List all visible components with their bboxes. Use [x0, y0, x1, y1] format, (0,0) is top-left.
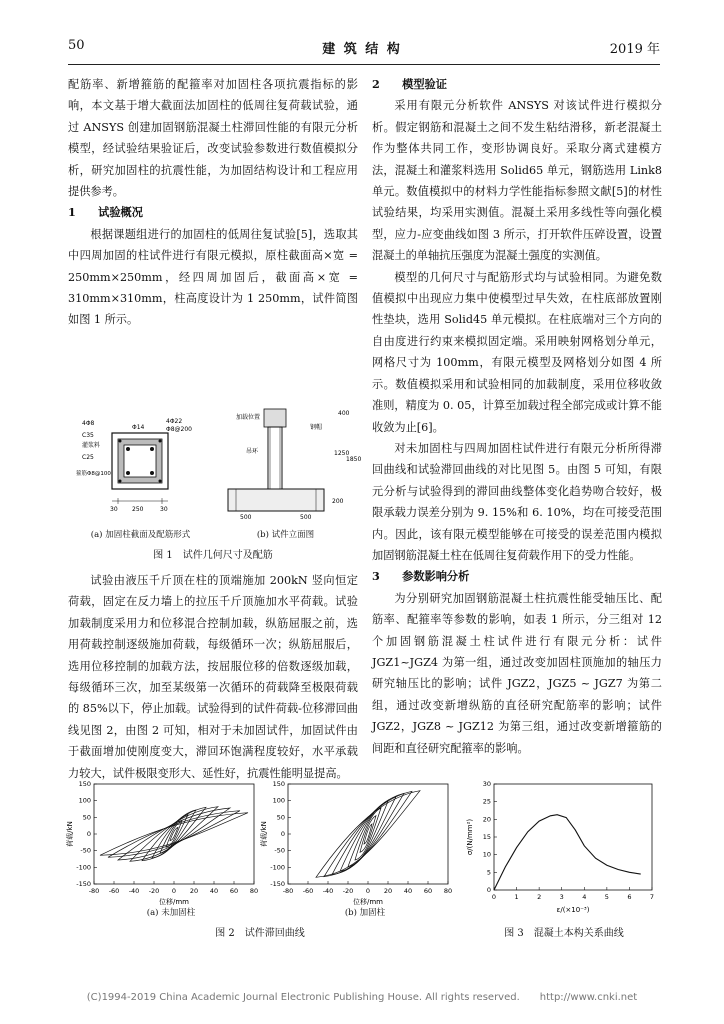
fig2a-loop-7	[108, 811, 240, 858]
dim-w500-right: 500	[300, 514, 312, 521]
dim-h1850: 1850	[346, 456, 362, 463]
fig2b-loop-6	[324, 791, 412, 876]
fig2b-ytick-label: -150	[270, 880, 285, 888]
fig2b-xlabel: 位移/mm	[353, 898, 383, 906]
dim-h200: 200	[332, 498, 344, 505]
page-number: 50	[68, 38, 85, 53]
label-stirrup: 箍筋Φ8@100	[76, 471, 111, 477]
fig2b-frame	[288, 784, 448, 884]
fig3-ytick-label: 5	[486, 868, 491, 877]
figure-1-sub-a: (a) 加固柱截面及配筋形式	[90, 530, 191, 540]
fig3-ytick-label: 15	[482, 833, 491, 841]
section-1-title: 1 试验概况	[68, 205, 143, 220]
fig3-xtick-label: 6	[627, 893, 632, 901]
dim-h1250: 1250	[334, 450, 350, 457]
section-3-paragraph-1: 为分别研究加固钢筋混凝土柱抗震性能受轴压比、配筋率、配箍率等参数的影响，如表 1 所示，分三组对 12 个加固钢筋混凝土柱试件进行有限元分析：试件 JGZ1~JGZ4 为第一组，通过改变加固柱顶施加的轴压力研究轴压比的影响；试件 JGZ2，JGZ5 ~ JGZ7 为第二组，通过改变新增纵筋的直径研究配筋率的影响；试件 JGZ2，JGZ8 ~ JGZ12 为第三组，通过改变新增箍筋的间距和直径研究配箍率的影响。	[372, 591, 662, 755]
fig2b-xtick-label: 80	[443, 887, 453, 895]
fig3-ylabel: σ/(N/mm²)	[466, 818, 474, 856]
dim-30-right: 30	[160, 506, 168, 513]
fig2a-xtick-label: -80	[88, 887, 100, 895]
fig2a-ytick-label: -150	[76, 880, 91, 888]
label-hook: 吊环	[246, 448, 259, 455]
fig3-frame	[494, 784, 652, 890]
fig2b-ytick-label: -100	[270, 863, 285, 872]
label-c35: C35	[82, 432, 94, 439]
label-phi14: Φ14	[132, 424, 145, 431]
fig2b-ytick-label: 100	[272, 796, 285, 805]
figure-2-sub-a: (a) 未加固柱	[146, 908, 196, 918]
label-c25: C25	[82, 454, 94, 461]
section-1-paragraph-2: 试验由液压千斤顶在柱的顶端施加 200kN 竖向恒定荷载，固定在反力墙上的拉压千斤顶施加水平荷载。试验加载制度采用力和位移混合控制加载，纵筋屈服之前，选用荷载控制逐级施加荷载，每级循环一次；纵筋屈服后，选用位移控制的加载方法，按屈服位移的倍数逐级加载，每级循环三次，加至某级第一次循环的荷载降至极限荷载的 85%以下，停止加载。试验得到的试件荷载-位移滞回曲线见图 2，由图 2 可知，相对于未加固试件，加固试件由于截面增加使刚度变大，滞回环饱满程度较好，水平承载力较大，试件极限变形大、延性好，抗震性能明显提高。	[68, 574, 358, 780]
fig2b-ytick-label: -50	[274, 846, 285, 855]
label-phi8-200: Φ8@200	[166, 426, 192, 433]
copyright-footer: (C)1994-2019 China Academic Journal Electronic Publishing House. All rights reserved. http://www.cnki.net	[86, 992, 638, 1003]
figure-2b-chart	[256, 778, 456, 908]
fig2a-frame	[94, 784, 254, 884]
figure-2-sub-b: (b) 加固柱	[344, 908, 386, 918]
left-column-lower	[68, 570, 358, 784]
fig3-xtick-label: 7	[649, 893, 655, 901]
fig2b-ytick-label: 50	[276, 813, 285, 822]
dim-250: 250	[132, 506, 144, 513]
fig2a-xtick-label: 20	[189, 887, 199, 895]
fig3-xtick-label: 2	[537, 893, 542, 901]
fig2b-loop-5	[332, 793, 404, 874]
dim-30-left: 30	[110, 506, 118, 513]
fig3-xtick-label: 0	[491, 893, 497, 901]
fig2a-ytick-label: 50	[82, 813, 91, 822]
section-2-paragraph-1: 采用有限元分析软件 ANSYS 对该试件进行模拟分析。假定钢筋和混凝土之间不发生粘结滑移，新老混凝土作为整体共同工作，变形协调良好。采取分离式建模方法，混凝土和灌浆料选用 Solid65 单元，钢筋选用 Link8 单元。数值模拟中的材料力学性能指标参照文献[5]的材性试验结果，均采用实测值。混凝土采用多线性等向强化模型，应力-应变曲线如图 3 所示，打开软件压碎设置，设置混凝土的单轴抗压强度为混凝土强度的实测值。	[372, 99, 662, 263]
fig2b-ylabel: 荷载/kN	[260, 821, 268, 847]
fig2a-xtick-label: -60	[108, 887, 120, 895]
header-rule	[68, 64, 660, 65]
intro-paragraph: 配筋率、新增箍筋的配箍率对加固柱各项抗震指标的影响，本文基于增大截面法加固柱的低周往复荷载试验，通过 ANSYS 创建加固钢筋混凝土柱滞回性能的有限元分析模型，经试验结果验证后，改变试验参数进行数值模拟分析，研究加固柱的抗震性能，为加固结构设计和工程应用提供参考。	[68, 78, 358, 199]
fig2a-xtick-label: -20	[148, 887, 160, 895]
figure-3-caption: 图 3 混凝土本构关系曲线	[504, 928, 624, 939]
journal-year: 2019 年	[609, 42, 660, 57]
dim-h400: 400	[338, 410, 350, 417]
label-load-position: 加载位置	[236, 414, 261, 421]
label-rebar-top: 4Φ8	[82, 420, 95, 427]
figure-1-caption: 图 1 试件几何尺寸及配筋	[153, 550, 273, 561]
fig2b-loop-4	[340, 797, 396, 872]
fig2b-xtick-label: -60	[302, 887, 314, 895]
fig2a-xtick-label: 80	[249, 887, 259, 895]
fig2a-xtick-label: 0	[171, 887, 177, 895]
dim-w500-left: 500	[240, 514, 252, 521]
figure-2-caption: 图 2 试件滞回曲线	[215, 928, 305, 939]
left-column-upper	[68, 74, 358, 331]
fig2a-ylabel: 荷载/kN	[66, 821, 74, 847]
section-3-title: 3 参数影响分析	[372, 569, 470, 584]
elevation-view	[228, 409, 361, 521]
fig2b-xtick-label: 40	[403, 887, 413, 895]
fig3-ytick-label: 25	[482, 797, 491, 806]
fig2a-ytick-label: 0	[86, 830, 91, 838]
journal-title: 建 筑 结 构	[322, 42, 402, 57]
fig2b-xtick-label: -20	[342, 887, 354, 895]
right-column	[372, 74, 662, 759]
fig2a-ytick-label: -100	[76, 863, 91, 872]
label-grout: 灌浆料	[82, 442, 101, 449]
fig3-xtick-label: 5	[604, 893, 609, 901]
fig2a-ytick-label: -50	[80, 846, 91, 855]
figure-1-sub-b: (b) 试件立面图	[256, 530, 315, 540]
section-1-paragraph-1: 根据课题组进行的加固柱的低周往复试验[5]，选取其中四周加固的柱试件进行有限元模拟，原柱截面高×宽 = 250mm×250mm，经四周加固后，截面高×宽 = 310mm×310mm，柱高度设计为 1 250mm，试件简图如图 1 所示。	[68, 227, 358, 327]
figure-3-chart	[464, 778, 660, 918]
label-phi22: 4Φ22	[166, 418, 183, 425]
label-steel-cap: 钢帽	[310, 424, 323, 431]
fig3-ytick-label: 30	[482, 780, 491, 788]
fig3-ytick-label: 10	[482, 850, 491, 859]
fig3-xtick-label: 4	[582, 893, 587, 901]
fig3-ytick-label: 0	[486, 886, 491, 894]
fig2b-xtick-label: -40	[322, 887, 334, 895]
fig2a-xtick-label: 60	[229, 887, 239, 895]
fig2b-ytick-label: 150	[272, 780, 285, 788]
fig3-xlabel: ε/(×10⁻³)	[556, 906, 590, 914]
fig3-xtick-label: 3	[559, 893, 564, 901]
fig2b-xtick-label: 0	[365, 887, 371, 895]
fig2a-xlabel: 位移/mm	[159, 898, 189, 906]
figure-2a-chart	[62, 778, 262, 908]
fig2a-xtick-label: -40	[128, 887, 140, 895]
section-2-title: 2 模型验证	[372, 77, 447, 91]
section-2-paragraph-2: 模型的几何尺寸与配筋形式均与试验相同。为避免数值模拟中出现应力集中使模型过早失效，在柱底部放置刚性垫块，选用 Solid45 单元模拟。在柱底端对三个方向的自由度进行约束来模拟固定端。采用映射网格划分单元，网格尺寸为 100mm，有限元模型及网格划分如图 4 所示。数值模拟采用和试验相同的加载制度，采用位移收敛准则，精度为 0. 05，计算至加载过程全部完成或计算不能收敛为止[6]。	[372, 270, 662, 434]
figure-1-drawing	[68, 405, 362, 523]
fig2a-ytick-label: 100	[78, 796, 91, 805]
fig2b-ytick-label: 0	[280, 830, 285, 838]
section-2-paragraph-3: 对未加固柱与四周加固柱试件进行有限元分析所得滞回曲线和试验滞回曲线的对比见图 5。由图 5 可知，有限元分析与试验得到的滞回曲线整体变化趋势吻合较好，极限承载力误差分别为 9. 15%和 6. 10%，均在可接受范围内。因此，该有限元模型能够在可接受的误差范围内模拟加固钢筋混凝土柱在低周往复荷载作用下的受力性能。	[372, 441, 662, 562]
fig2a-ytick-label: 150	[78, 780, 91, 788]
fig3-ytick-label: 20	[482, 815, 491, 824]
fig3-stress-strain-curve	[494, 815, 641, 890]
fig2b-xtick-label: 60	[423, 887, 433, 895]
fig2b-xtick-label: -80	[282, 887, 294, 895]
fig2b-xtick-label: 20	[383, 887, 393, 895]
fig2a-xtick-label: 40	[209, 887, 219, 895]
fig3-xtick-label: 1	[514, 893, 519, 901]
cross-section	[76, 418, 192, 513]
